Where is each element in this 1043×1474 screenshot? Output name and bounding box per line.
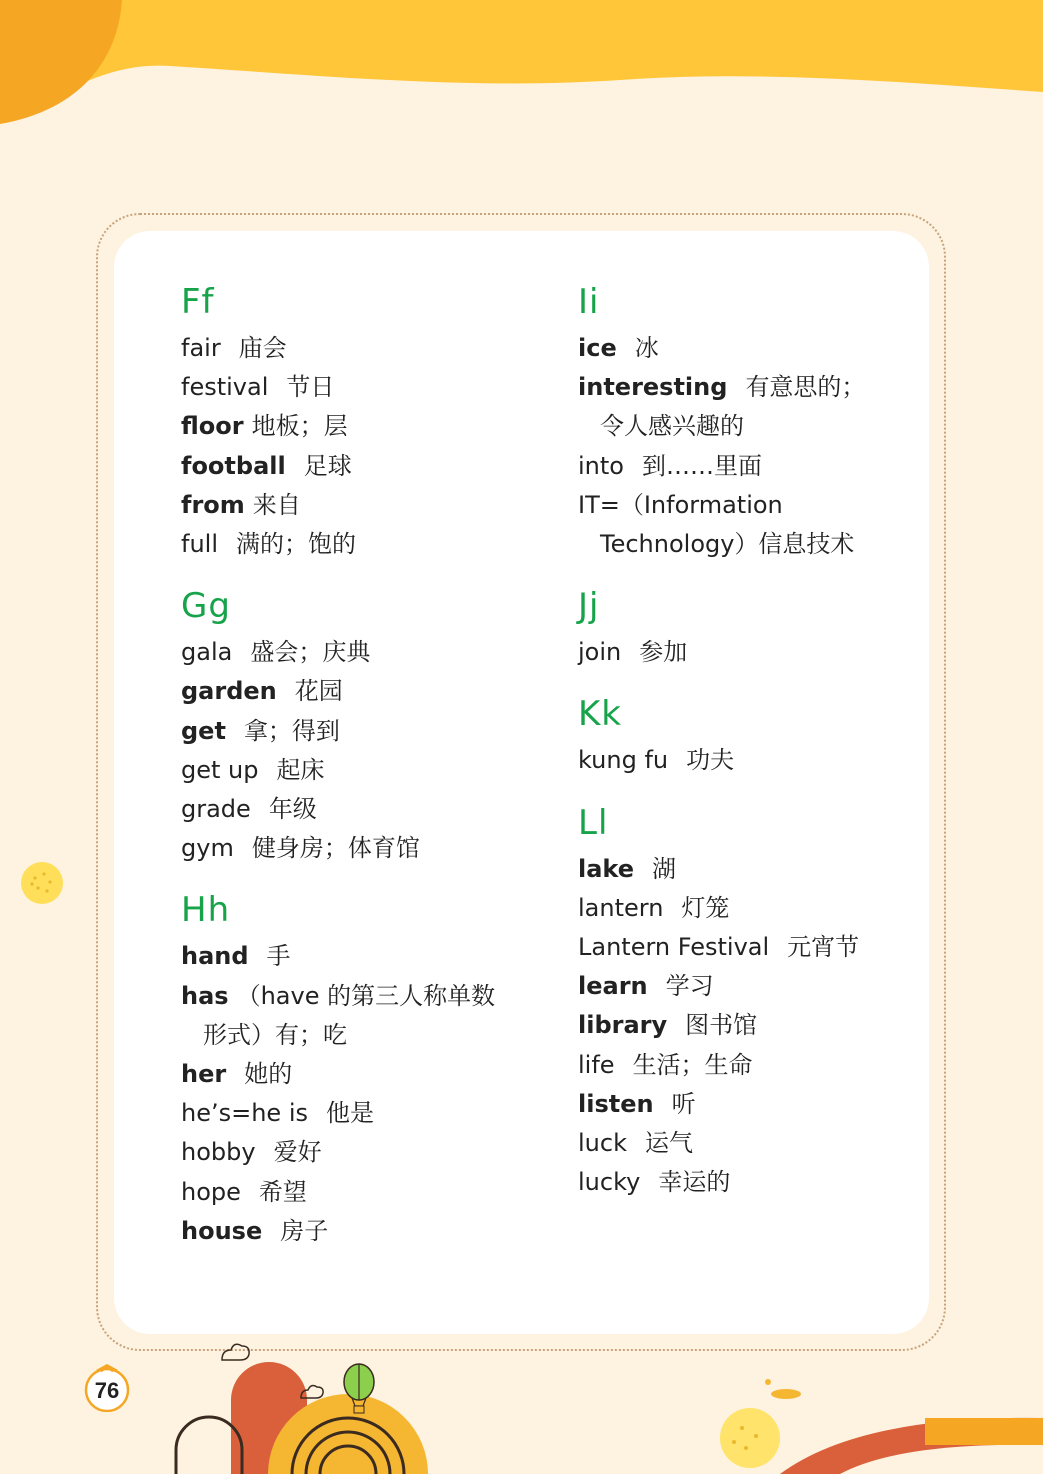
entry-floor <box>181 407 541 446</box>
letter-heading: Gg <box>181 586 231 627</box>
entry-gala <box>181 633 541 672</box>
page-number: 76 <box>94 1378 120 1403</box>
meaning: 满的；饱的 <box>236 530 356 559</box>
meaning: 她的 <box>244 1060 293 1089</box>
section-gg <box>181 584 541 868</box>
word: her <box>181 1060 227 1089</box>
left-column <box>181 280 541 1271</box>
meaning: 盛会；庆典 <box>250 638 371 667</box>
word: life <box>578 1050 615 1079</box>
word: Lantern Festival <box>578 933 770 962</box>
meaning: 参加 <box>639 638 688 667</box>
word: gala <box>181 638 233 667</box>
letter-heading: Jj <box>578 586 600 627</box>
meaning: 爱好 <box>273 1138 322 1167</box>
entry-get <box>181 712 541 751</box>
top-wave-decoration <box>0 0 1043 130</box>
section-hh <box>181 888 541 1251</box>
entry-football <box>181 447 541 486</box>
meaning: 拿；得到 <box>243 716 340 745</box>
word: get up <box>181 755 259 784</box>
meaning: 冰 <box>634 334 659 362</box>
meaning: 幸运的 <box>658 1168 731 1197</box>
entry-full <box>181 525 541 564</box>
meaning: 手 <box>266 942 291 971</box>
meaning: 节日 <box>286 373 335 402</box>
letter-heading: Ff <box>181 282 215 322</box>
entry-her <box>181 1055 541 1094</box>
meaning: 健身房；体育馆 <box>251 834 420 863</box>
word: join <box>578 638 622 667</box>
entry-interesting <box>578 368 908 407</box>
meaning: 来自 <box>252 490 301 519</box>
entry-learn <box>578 967 908 1006</box>
entry-lucky <box>578 1163 908 1202</box>
entry-it <box>578 486 908 525</box>
entry-get-up <box>181 751 541 790</box>
meaning: 庙会 <box>238 334 287 362</box>
section-ll <box>578 801 908 1203</box>
entry-from <box>181 486 541 525</box>
entry-ice <box>578 329 908 368</box>
word: from <box>181 490 245 519</box>
entry-luck <box>578 1124 908 1163</box>
meaning: 元宵节 <box>787 933 860 962</box>
meaning: （have 的第三人称单数 <box>236 981 496 1010</box>
entry-lantern-festival <box>578 928 908 967</box>
entry-grade <box>181 790 541 829</box>
entry-gym <box>181 829 541 868</box>
entry-lantern <box>578 889 908 928</box>
word: hobby <box>181 1138 256 1167</box>
meaning: 地板；层 <box>251 412 348 441</box>
word: hope <box>181 1177 241 1206</box>
word: into <box>578 451 624 480</box>
meaning: 起床 <box>276 755 325 784</box>
word: kung fu <box>578 746 669 775</box>
cookie-icon <box>20 860 66 906</box>
entry-library <box>578 1006 908 1045</box>
word: has <box>181 981 229 1010</box>
entry-kung-fu <box>578 741 908 780</box>
word: house <box>181 1216 263 1245</box>
page-number-badge <box>84 1362 130 1412</box>
meaning: 图书馆 <box>685 1011 758 1040</box>
entry-into <box>578 447 908 486</box>
meaning: 到……里面 <box>641 451 762 480</box>
section-ff <box>181 280 541 564</box>
entry-continuation: 形式）有；吃 <box>203 1020 347 1049</box>
word: get <box>181 716 226 745</box>
meaning: 生活；生命 <box>632 1050 753 1079</box>
word: lantern <box>578 893 664 922</box>
entry-festival <box>181 368 541 407</box>
letter-heading: Hh <box>181 890 231 931</box>
word: full <box>181 530 218 559</box>
meaning: 年级 <box>268 795 317 824</box>
section-jj <box>578 584 908 672</box>
word: ice <box>578 334 617 362</box>
word: garden <box>181 677 277 706</box>
entry-lake <box>578 850 908 889</box>
meaning: 湖 <box>652 854 677 883</box>
word: he’s=he is <box>181 1099 308 1128</box>
word: gym <box>181 834 234 863</box>
entry-continuation: 令人感兴趣的 <box>600 412 744 441</box>
meaning: 听 <box>671 1089 696 1118</box>
section-kk <box>578 692 908 780</box>
word: learn <box>578 972 648 1001</box>
letter-heading: Kk <box>578 694 622 735</box>
word: floor <box>181 412 244 441</box>
right-column <box>578 280 908 1222</box>
word: IT=（Information <box>578 490 783 519</box>
meaning: 房子 <box>280 1216 329 1245</box>
word: lucky <box>578 1168 641 1197</box>
entry-hes <box>181 1094 541 1133</box>
entry-join <box>578 633 908 672</box>
entry-hand <box>181 937 541 976</box>
word: hand <box>181 942 249 971</box>
entry-house <box>181 1212 541 1251</box>
meaning: 花园 <box>294 677 343 706</box>
entry-hobby <box>181 1133 541 1172</box>
meaning: 希望 <box>258 1177 307 1206</box>
letter-heading: Ll <box>578 802 609 843</box>
entry-continuation: Technology）信息技术 <box>600 530 855 559</box>
entry-life <box>578 1046 908 1085</box>
word: grade <box>181 795 251 824</box>
meaning: 学习 <box>665 972 714 1001</box>
entry-hope <box>181 1173 541 1212</box>
meaning: 足球 <box>303 451 352 480</box>
word: interesting <box>578 373 728 402</box>
meaning: 灯笼 <box>681 893 730 922</box>
word: luck <box>578 1129 627 1158</box>
meaning: 运气 <box>644 1129 693 1158</box>
word: festival <box>181 373 269 402</box>
letter-heading: Ii <box>578 282 600 322</box>
entry-fair <box>181 329 541 368</box>
word: lake <box>578 854 635 883</box>
section-ii <box>578 280 908 564</box>
entry-listen <box>578 1085 908 1124</box>
bottom-decoration <box>0 1320 1043 1474</box>
entry-garden <box>181 672 541 711</box>
meaning: 他是 <box>326 1099 374 1128</box>
entry-has <box>181 977 541 1016</box>
word: library <box>578 1011 668 1040</box>
meaning: 有意思的； <box>745 373 866 402</box>
word: listen <box>578 1089 654 1118</box>
meaning: 功夫 <box>686 746 735 775</box>
word: football <box>181 451 286 480</box>
word: fair <box>181 334 221 362</box>
